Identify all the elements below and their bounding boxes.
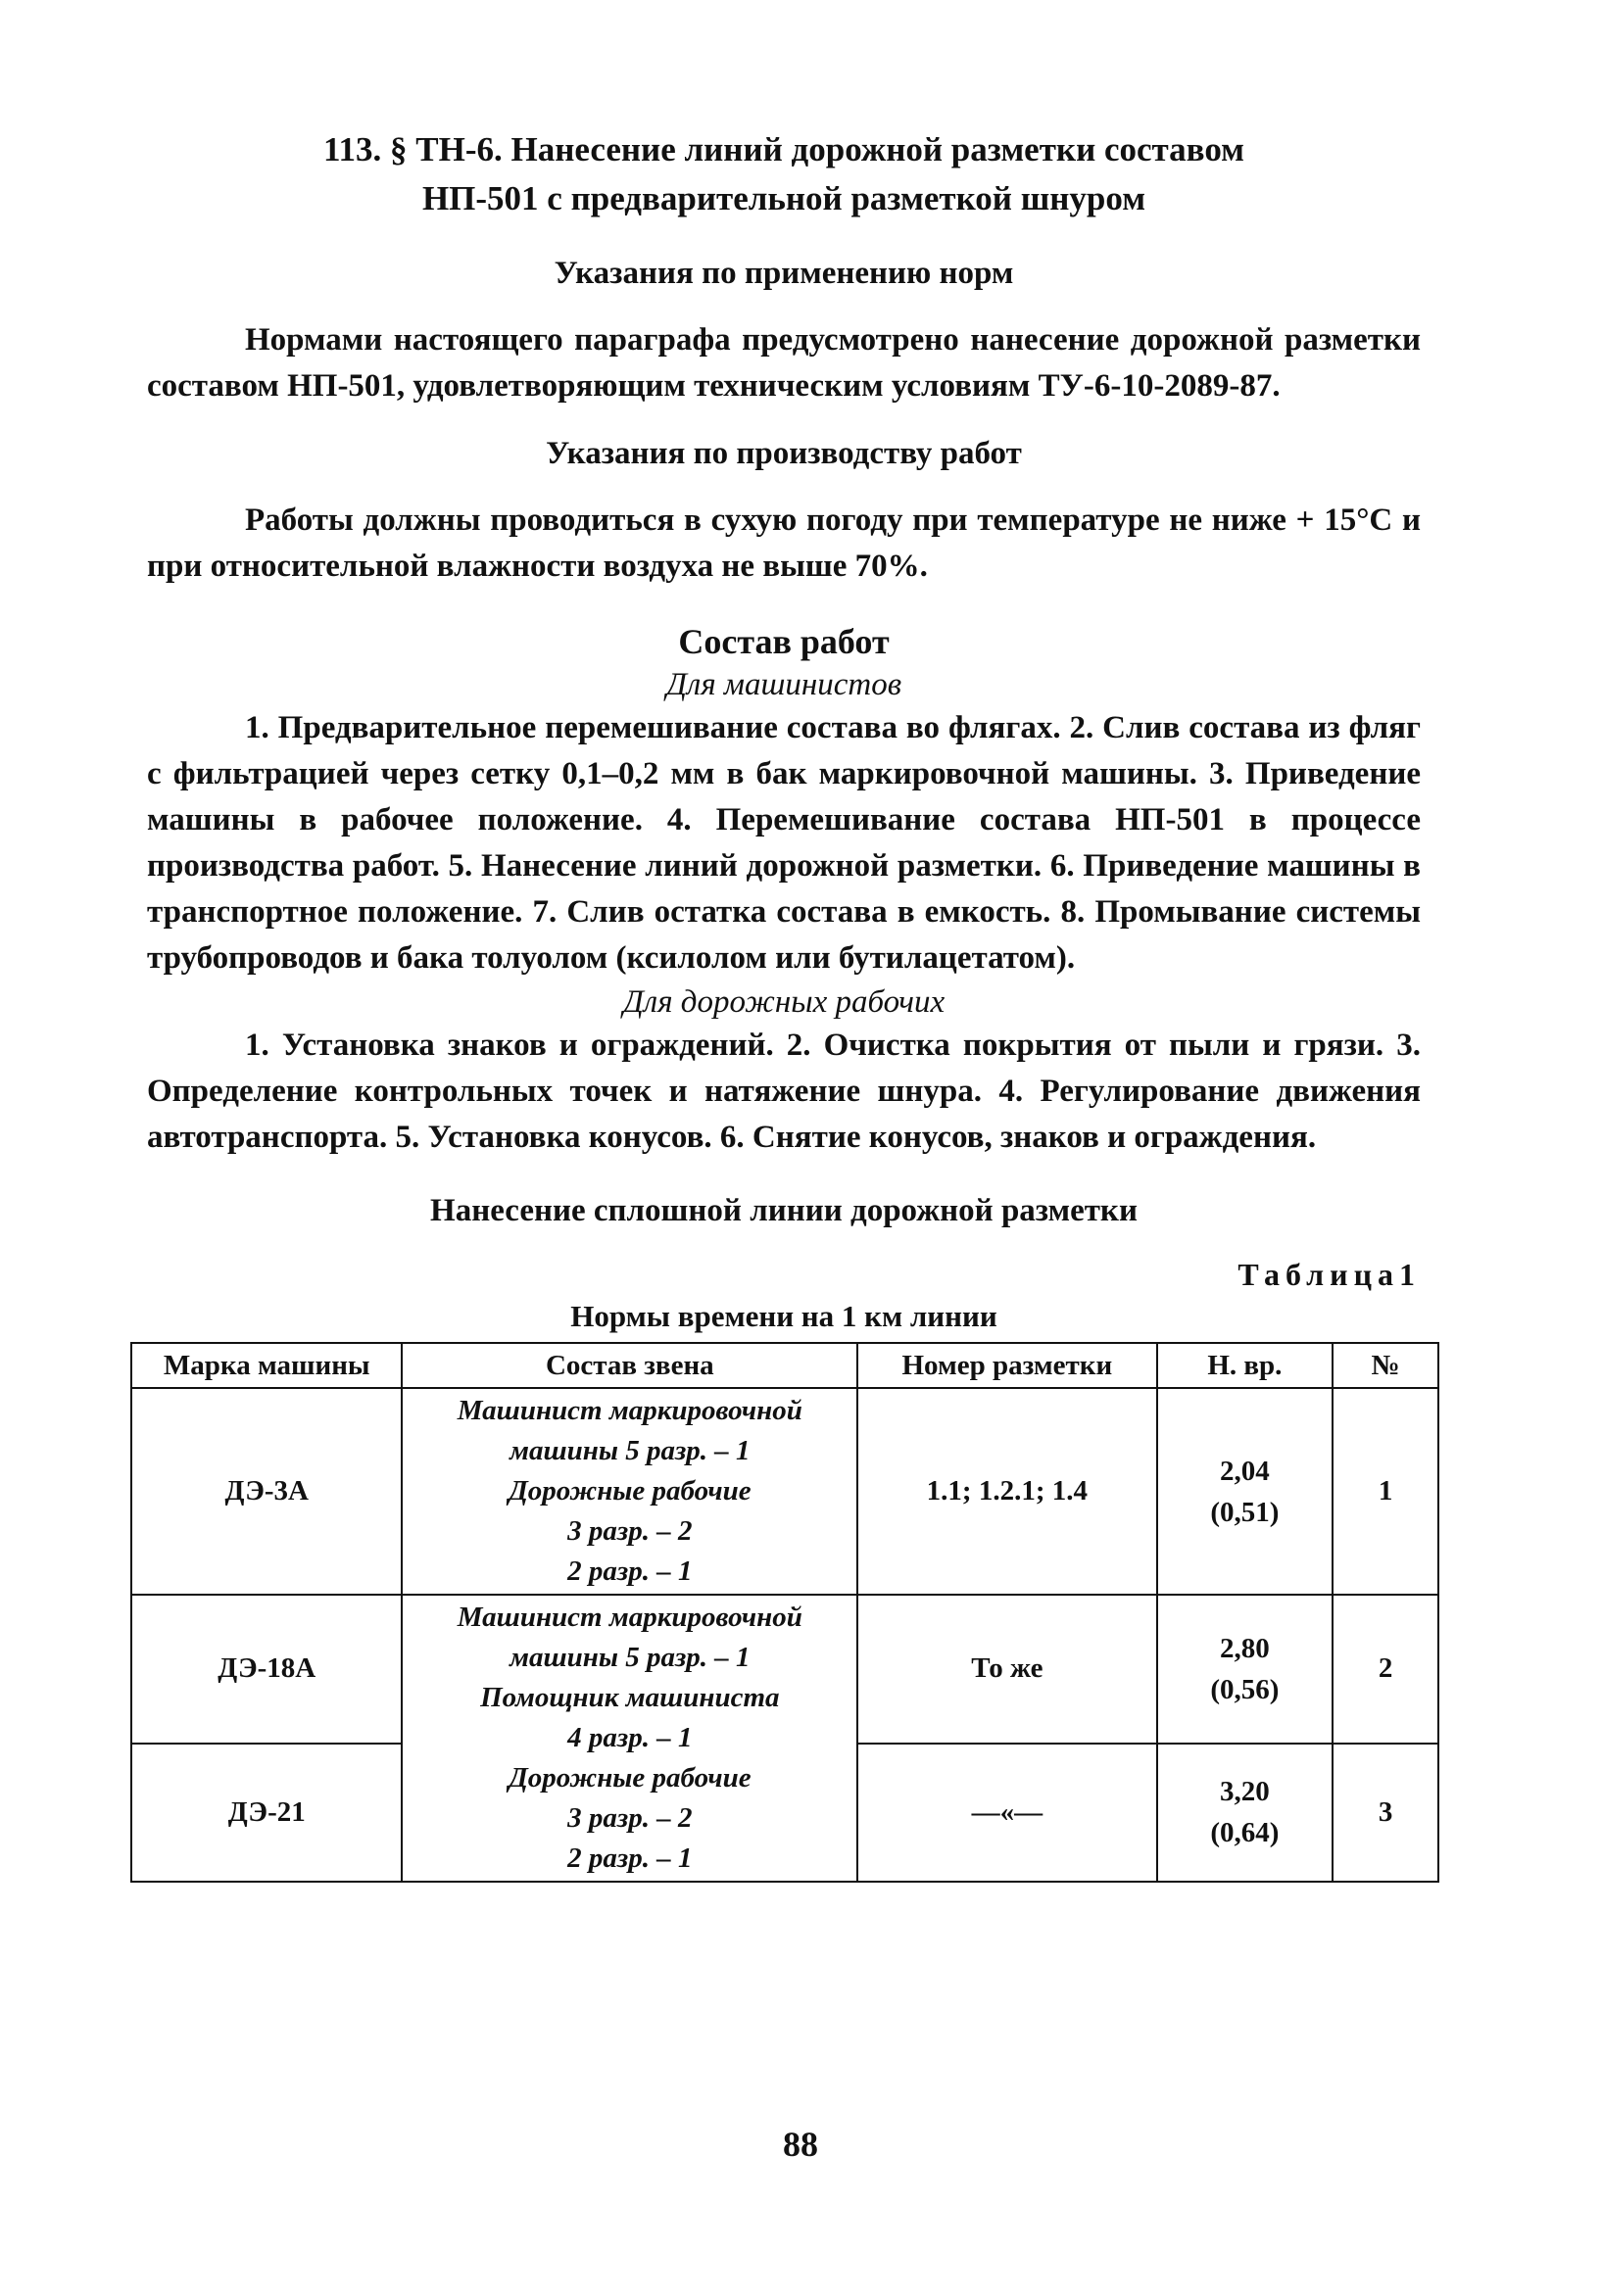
table-title: Нормы времени на 1 км линии [570, 1299, 997, 1333]
norm-value-paren: (0,56) [1210, 1673, 1280, 1705]
crew-line: 2 разр. – 1 [567, 1842, 693, 1874]
cell-marking: То же [857, 1595, 1156, 1744]
crew-line: Машинист маркировочной [457, 1602, 802, 1633]
time-norms-table [130, 1342, 1439, 1883]
work-instructions-paragraph: Работы должны проводиться в сухую погоду при температуре не ниже + 15°С и при относительной влажности воздуха не выше 70%. [147, 502, 1421, 584]
cell-number: 3 [1333, 1744, 1438, 1882]
crew-line: машины 5 разр. – 1 [509, 1435, 751, 1466]
section-title [147, 125, 1421, 223]
cell-marking: —«— [857, 1744, 1156, 1882]
road-workers-tasks-paragraph: 1. Установка знаков и ограждений. 2. Очистка покрытия от пыли и грязи. 3. Определение контрольных точек и натяжение шнура. 4. Регулирование движения автотранспорта. 5. Установка конусов. 6. Снятие конусов, знаков и ограждения. [147, 1028, 1421, 1155]
work-instructions-heading: Указания по производству работ [546, 436, 1022, 471]
machinists-subheading: Для машинистов [665, 667, 902, 702]
cell-norm [1157, 1744, 1334, 1882]
table-row [131, 1388, 1438, 1595]
solid-line-heading: Нанесение сплошной линии дорожной разметки [430, 1193, 1138, 1228]
cell-number: 2 [1333, 1595, 1438, 1744]
norms-application-heading: Указания по применению норм [554, 256, 1014, 291]
cell-norm [1157, 1595, 1334, 1744]
header-number: № [1333, 1343, 1438, 1388]
norms-application-paragraph: Нормами настоящего параграфа предусмотрено нанесение дорожной разметки составом НП-501, удовлетворяющим техническим условиям ТУ-6-10-2089-87. [147, 322, 1421, 404]
norm-value: 2,04 [1220, 1455, 1270, 1487]
document-page [147, 125, 1421, 1883]
table-header-row [131, 1343, 1438, 1388]
crew-line: 4 разр. – 1 [567, 1722, 693, 1753]
norm-value: 3,20 [1220, 1776, 1270, 1808]
header-crew: Состав звена [402, 1343, 857, 1388]
header-machine: Марка машины [131, 1343, 402, 1388]
header-norm: Н. вр. [1157, 1343, 1334, 1388]
crew-line: 3 разр. – 2 [567, 1515, 693, 1547]
cell-crew-shared [402, 1595, 857, 1882]
crew-line: Помощник машиниста [480, 1682, 780, 1713]
header-marking: Номер разметки [857, 1343, 1156, 1388]
section-title-line-1: 113. § ТН-6. Нанесение линий дорожной разметки составом [322, 130, 1245, 168]
page-number: 88 [783, 2125, 818, 2164]
norm-value-paren: (0,51) [1210, 1496, 1280, 1528]
cell-machine: ДЭ-18А [131, 1595, 402, 1744]
crew-line: Дорожные рабочие [509, 1475, 752, 1507]
section-title-line-2: НП-501 с предварительной разметкой шнуром [421, 179, 1146, 217]
work-composition-heading: Состав работ [678, 622, 890, 661]
crew-line: Машинист маркировочной [457, 1395, 802, 1426]
cell-norm [1157, 1388, 1334, 1595]
cell-machine: ДЭ-21 [131, 1744, 402, 1882]
norm-value: 2,80 [1220, 1632, 1270, 1664]
norm-value-paren: (0,64) [1210, 1817, 1280, 1849]
cell-number: 1 [1333, 1388, 1438, 1595]
cell-crew [402, 1388, 857, 1595]
machinists-tasks-paragraph: 1. Предварительное перемешивание состава во флягах. 2. Слив состава из фляг с фильтрацией через сетку 0,1–0,2 мм в бак маркировочной машины. 3. Приведение машины в рабочее положение. 4. Перемешивание состава НП-501 в процессе производства работ. 5. Нанесение линий дорожной разметки. 6. Приведение машины в транспортное положение. 7. Слив остатка состава в емкость. 8. Промывание системы трубопроводов и бака толуолом (ксилолом или бутилацетатом). [147, 710, 1421, 976]
cell-machine: ДЭ-3А [131, 1388, 402, 1595]
crew-line: 3 разр. – 2 [567, 1802, 693, 1834]
road-workers-subheading: Для дорожных рабочих [622, 984, 946, 1020]
table-row [131, 1595, 1438, 1744]
crew-line: машины 5 разр. – 1 [509, 1642, 751, 1673]
crew-line: Дорожные рабочие [509, 1762, 752, 1794]
cell-marking: 1.1; 1.2.1; 1.4 [857, 1388, 1156, 1595]
table-label: Таблица1 [1237, 1257, 1421, 1292]
crew-line: 2 разр. – 1 [567, 1555, 693, 1587]
